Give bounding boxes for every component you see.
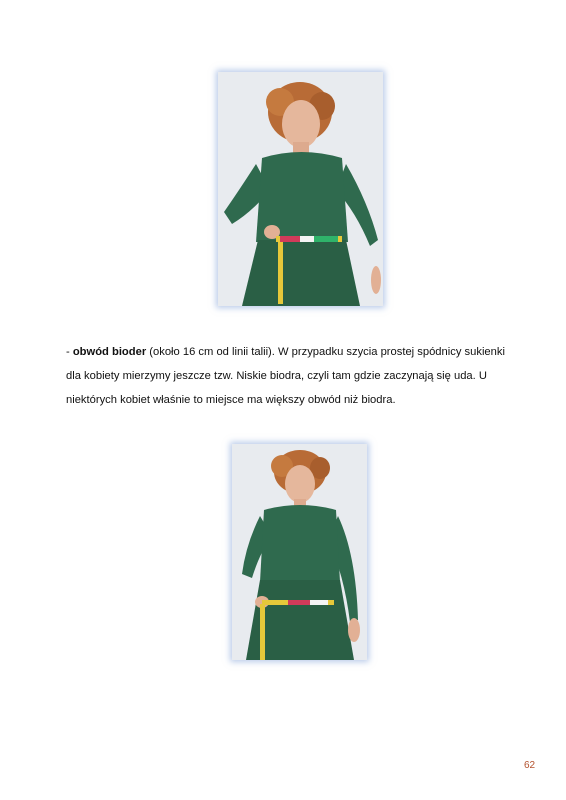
paragraph-text: (około 16 cm od linii talii). W przypadku szycia prostej spódnicy sukienki dla kobiety mierzymy jeszcze tzw. Niskie biodra, czyli tam gdzie zaczynają się uda. U niektórych kobiet właśnie to miejsce ma większy obwód niż biodra. xyxy=(66,346,505,406)
term-hip-circumference: obwód bioder xyxy=(72,346,147,358)
page-number: 62 xyxy=(524,760,536,771)
hip-measurement-paragraph xyxy=(66,340,506,412)
paragraph-dash: - xyxy=(66,346,73,358)
hip-measurement-photo xyxy=(232,444,367,660)
waist-measurement-photo xyxy=(218,72,383,306)
